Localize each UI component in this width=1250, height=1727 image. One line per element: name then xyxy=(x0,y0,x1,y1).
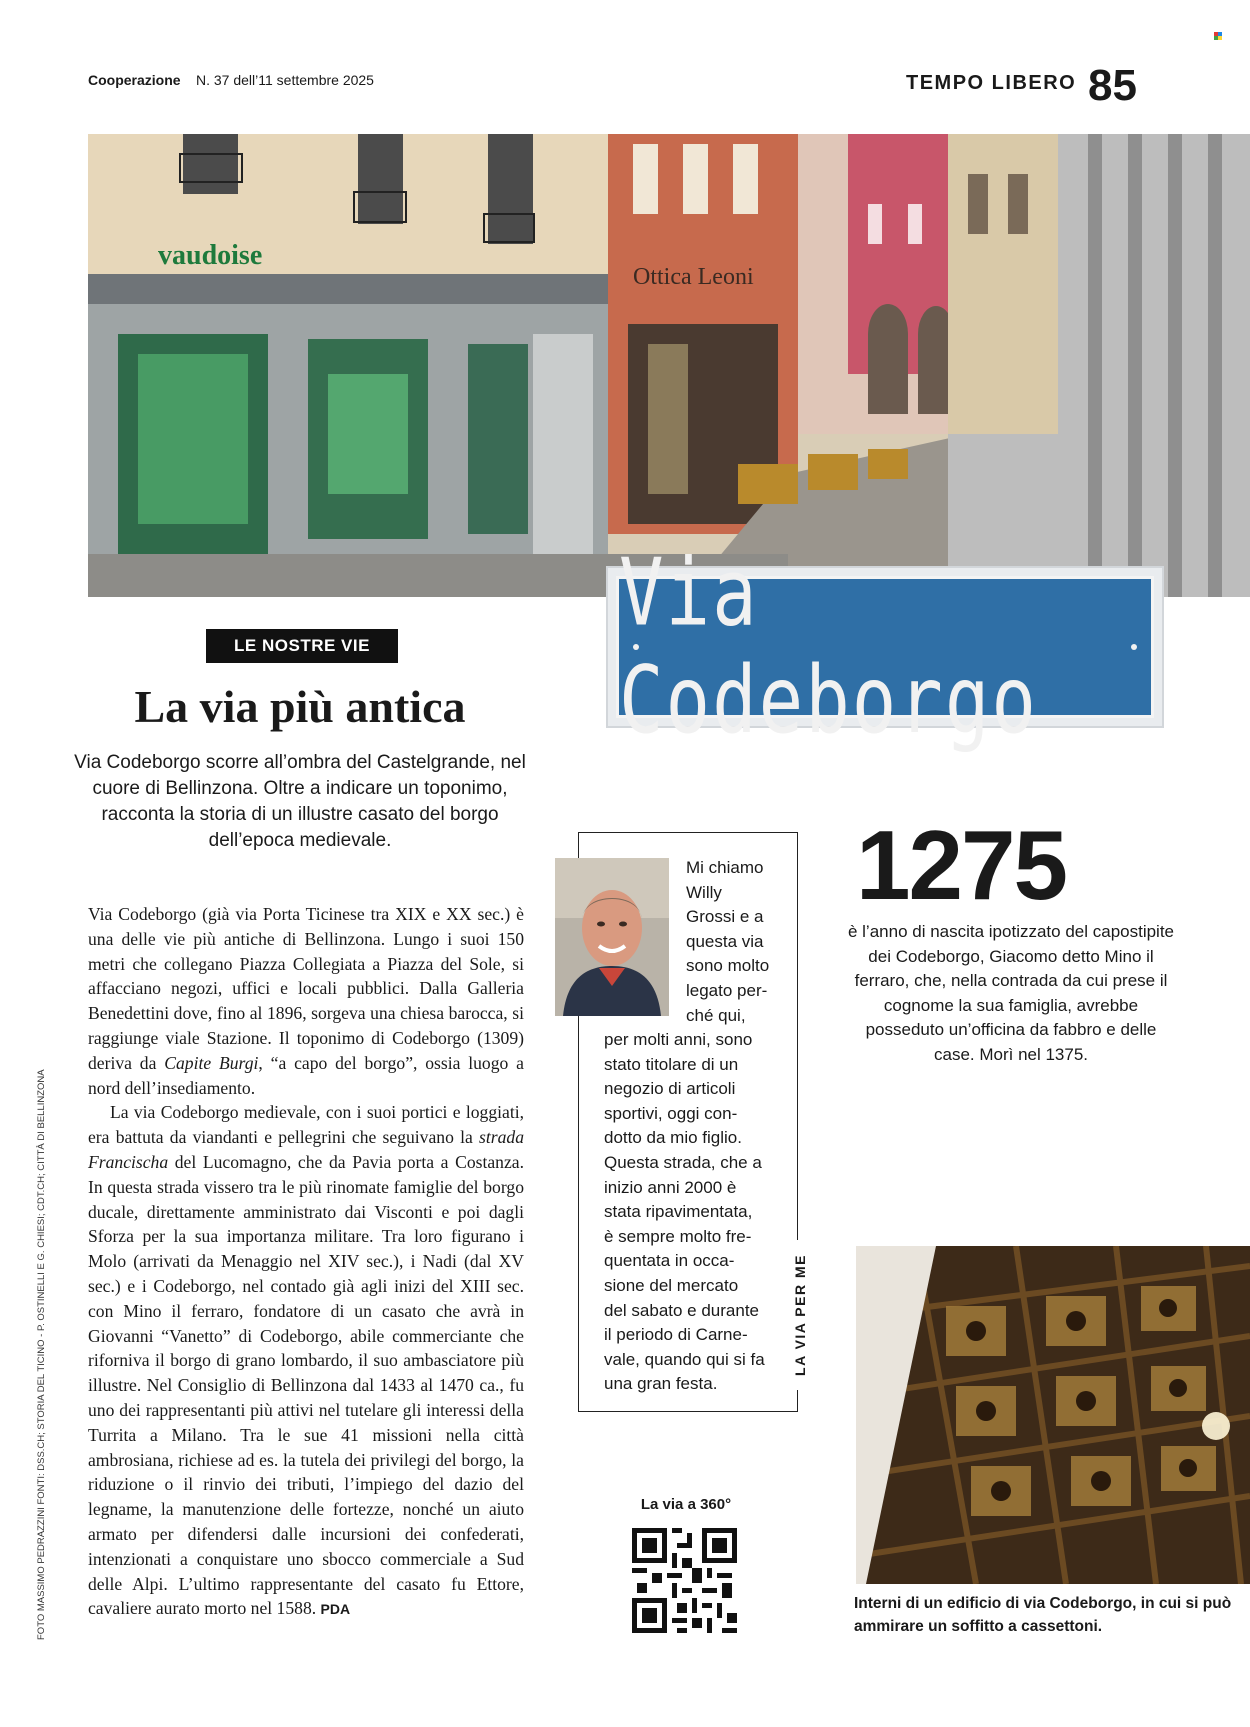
fact-text: è l’anno di nascita ipotizzato del capostipite dei Codeborgo, Giacomo detto Mino il ferraro, che, nella contrada da cui prese il cognome la sua famiglia, avrebbe posseduto un’officina da fabbro e delle case. Morì nel 1375. xyxy=(847,922,1175,1064)
la-via-per-me-tag: LA VIA PER ME xyxy=(786,1240,814,1390)
page-number: 85 xyxy=(1088,61,1137,110)
ceiling-photo xyxy=(856,1246,1250,1584)
issue-info: N. 37 dell’11 settembre 2025 xyxy=(196,72,374,88)
qr-label: La via a 360° xyxy=(640,1496,732,1513)
testimony-bottom: per molti anni, sono stato titolare di un negozio di articoli sportivi, oggi con- dotto da mio figlio. Questa strada, che a inizio anni 2000 è stata ripavimentata, è sempre molto fre- quentata in occa- sione del mercato del sabato e durante il periodo di Carne- vale, quando qui si fa una gran festa. xyxy=(604,1030,765,1394)
author-signature: PDA xyxy=(320,1601,351,1618)
ottica-sign: Ottica Leoni xyxy=(633,264,754,290)
article-lead: Via Codeborgo scorre all’ombra del Castelgrande, nel cuore di Bellinzona. Oltre a indicare un toponimo, racconta la storia di un illustre casato del borgo dell’epoca medievale. xyxy=(74,752,526,851)
article-body xyxy=(88,902,524,1622)
street-sign-text: Via Codeborgo xyxy=(619,539,1038,755)
body-paragraph-1: Via Codeborgo (già via Porta Ticinese tra XIX e XX sec.) è una delle vie più antiche di Bellinzona. Lungo i suoi 150 metri che collegano Piazza Collegiata a Piazza del Sole, si affacciano negozi, uffici e locali pubblici. Dalla Galleria Benedettini dove, fino al 1896, sorgeva una chiesa barocca, si raggiunge viale Stazione. Il toponimo di Codeborgo (1309) deriva da Capite Burgi, “a capo del borgo”, ossia luogo a nord dell’insediamento. xyxy=(88,904,524,1098)
color-registration-mark xyxy=(1214,32,1222,40)
street-sign xyxy=(606,539,1164,755)
sign-screw-right xyxy=(1131,644,1137,650)
body-paragraph-2: La via Codeborgo medievale, con i suoi portici e loggiati, era battuta da viandanti e pellegrini che seguivano la strada Francischa del Lucomagno, che da Pavia porta a Costanza. In questa strada vissero tra le più rinomate famiglie del borgo ducale, direttamente amministrato dai Visconti e poi dagli Sforza per la sua importanza militare. Tra loro figurano i Molo (arrivati da Menaggio nel XIV sec.), i Nadi (dal XV sec.) e i Codeborgo, nel contado già agli inizi del XIII sec. con Mino il ferraro, fondatore di un casato che avrà in Giovanni “Vanetto” di Codeborgo, abile commerciante che riforniva il borgo di grano lombardo, il suo ambasciatore più illustre. Nel Consiglio di Bellinzona dal 1433 al 1470 ca., fu uno dei rappresentanti più attivi nel tutelare gli interessi della Turrita a Milano. Tra le sue 41 missioni nella città ambrosiana, richiese ad es. la tutela dei privilegi del borgo, la riduzione o il rinvio dei tributi, l’impiego del dazio del legname, la manutenzione delle fortezze, nonché un aiuto armato per difendersi dalle incursioni dei confederati, intenzionati a conquistare uno sbocco commerciale a Sud delle Alpi. L’ultimo rappresentante del casato fu Ettore, cavaliere aurato morto nel 1588. PDA xyxy=(88,1102,524,1619)
testimony-top: Mi chiamo Willy Grossi e a questa via sono molto legato per- ché qui, xyxy=(686,858,770,1025)
fact-number: 1275 xyxy=(856,810,1067,920)
article-title: La via più antica xyxy=(134,681,466,732)
vaudoise-sign: vaudoise xyxy=(158,240,263,271)
portrait-photo xyxy=(555,858,669,1016)
photo-caption: Interni di un edificio di via Codeborgo, in cui si può ammirare un soffitto a cassettoni. xyxy=(854,1595,1232,1635)
publication-name: Cooperazione xyxy=(88,72,181,88)
street-photo xyxy=(88,134,1250,597)
section-title: TEMPO LIBERO xyxy=(906,72,1077,94)
qr-code-icon[interactable] xyxy=(632,1528,737,1633)
photo-credit: FOTO MASSIMO PEDRAZZINI FONTI: DSS.CH; STORIA DEL TICINO - P. OSTINELLI E G. CHIESI; CDT.CH; CITTÀ DI BELLINZONA xyxy=(36,1069,47,1640)
kicker-badge: LE NOSTRE VIE xyxy=(206,629,398,663)
